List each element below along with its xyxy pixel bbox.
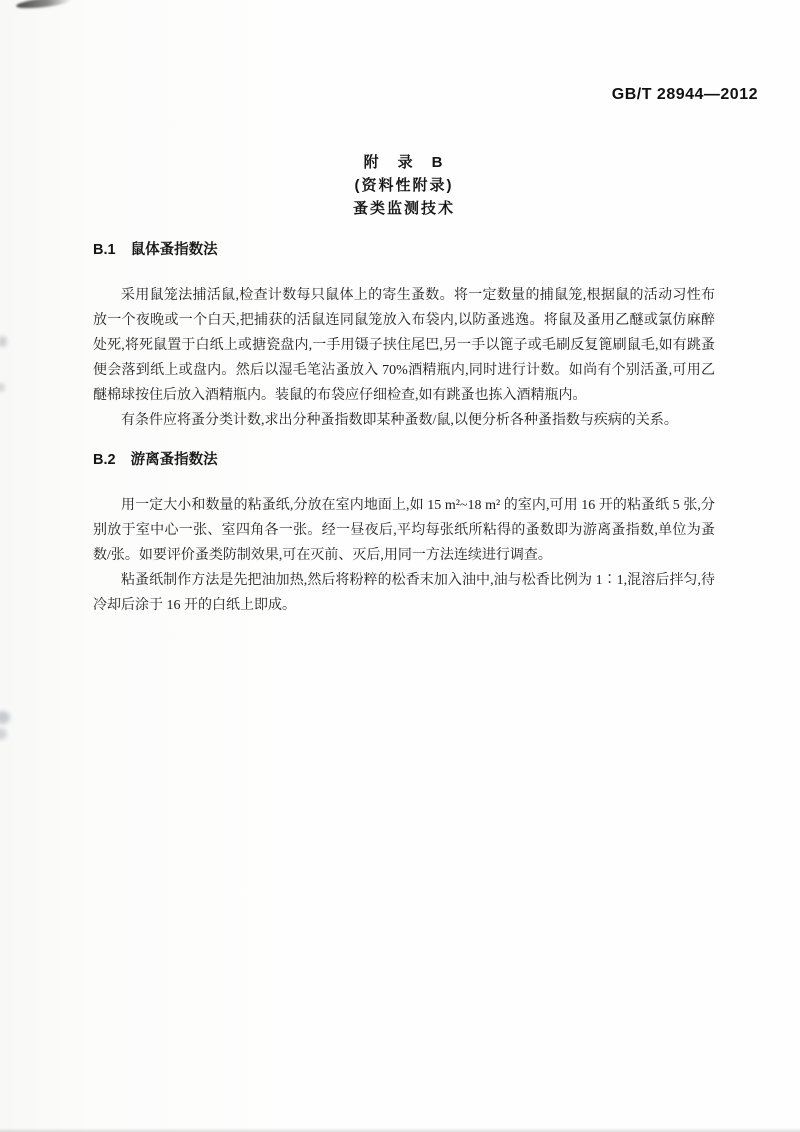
appendix-name: 蚤类监测技术 <box>352 200 455 217</box>
section-number: B.2 <box>93 452 116 468</box>
scan-smudge <box>0 336 7 347</box>
paragraph: 用一定大小和数量的粘蚤纸,分放在室内地面上,如 15 m²~18 m² 的室内,可用 16 开的粘蚤纸 5 张,分别放于室中心一张、室四角各一张。经一昼夜后,平均每张纸所粘得的蚤数即为游离蚤指数,单位为蚤数/张。如要评价蚤类防制效果,可在灭前、灭后,用同一方法连续进行调查。 <box>93 498 715 563</box>
standard-number: GB/T 28944—2012 <box>611 86 758 103</box>
scan-bottom-shadow <box>0 1128 800 1132</box>
section-title: 鼠体蚤指数法 <box>130 242 218 258</box>
appendix-title-block <box>93 151 715 220</box>
paragraph: 有条件应将蚤分类计数,求出分种蚤指数即某种蚤数/鼠,以便分析各种蚤指数与疾病的关系。 <box>121 413 678 428</box>
scan-smudge <box>0 711 10 724</box>
paragraph: 采用鼠笼法捕活鼠,检查计数每只鼠体上的寄生蚤数。将一定数量的捕鼠笼,根据鼠的活动习性布放一个夜晚或一个白天,把捕获的活鼠连同鼠笼放入布袋内,以防蚤逃逸。将鼠及蚤用乙醚或氯仿麻醉处死,将死鼠置于白纸上或搪瓷盘内,一手用镊子挟住尾巴,另一手以篦子或毛刷反复篦刷鼠毛,如有跳蚤便会落到纸上或盘内。然后以湿毛笔沾蚤放入 70%酒精瓶内,同时进行计数。如尚有个别活蚤,可用乙醚棉球按住后放入酒精瓶内。装鼠的布袋应仔细检查,如有跳蚤也拣入酒精瓶内。 <box>93 288 715 403</box>
section-title: 游离蚤指数法 <box>130 452 218 468</box>
paragraph: 粘蚤纸制作方法是先把油加热,然后将粉粹的松香末加入油中,油与松香比例为 1∶1,混溶后拌匀,待冷却后涂于 16 开的白纸上即成。 <box>93 573 715 613</box>
document-body <box>93 240 715 618</box>
scan-smudge <box>0 383 5 392</box>
scan-smudge <box>0 728 7 740</box>
scan-artifact-top-left <box>16 0 75 11</box>
section-heading-b2 <box>93 450 715 470</box>
section-number: B.1 <box>93 242 116 258</box>
appendix-subtitle: (资料性附录) <box>354 177 454 194</box>
appendix-title: 附 录 B <box>363 154 445 171</box>
section-heading-b1 <box>93 240 715 260</box>
